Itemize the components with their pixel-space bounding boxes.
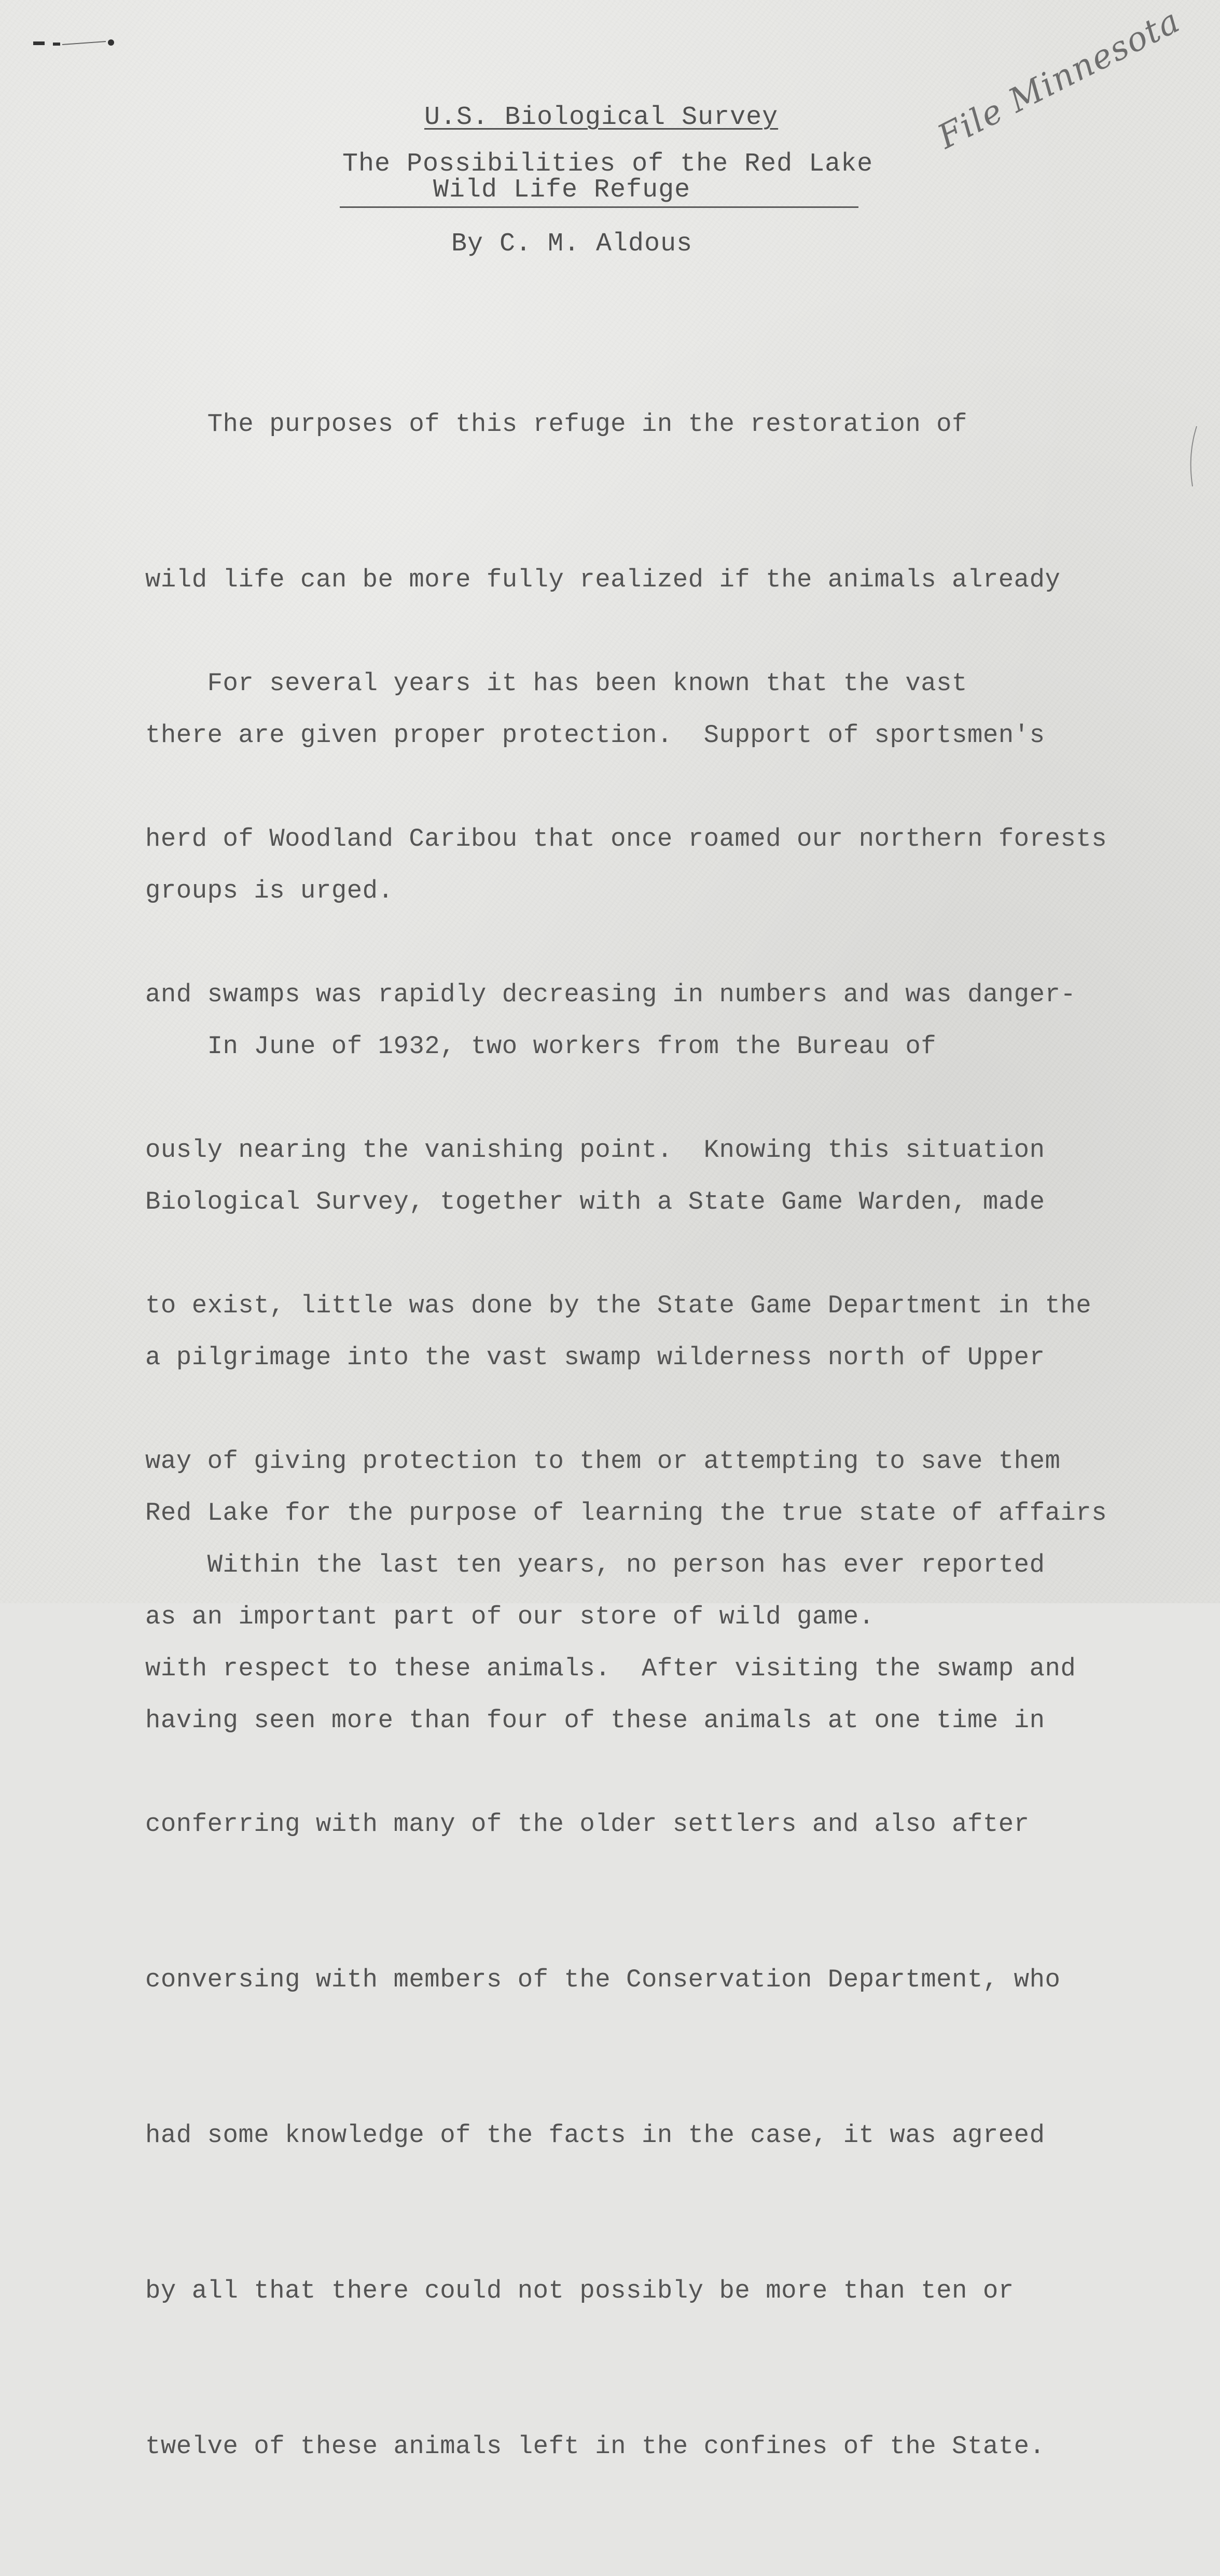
- title-underline: [340, 206, 858, 208]
- text-line: by all that there could not possibly be more than ten or: [145, 2276, 1014, 2305]
- author-byline: By C. M. Aldous: [451, 229, 693, 259]
- text-line: and swamps was rapidly decreasing in numbers and was danger-: [145, 980, 1076, 1009]
- text-line: In June of 1932, two workers from the Bureau of: [145, 1032, 937, 1061]
- text-line: way of giving protection to them or attempting to save them: [145, 1447, 1061, 1476]
- text-line: with respect to these animals. After visiting the swamp and: [145, 1654, 1076, 1683]
- text-line: twelve of these animals left in the confines of the State.: [145, 2432, 1045, 2461]
- text-line: Biological Survey, together with a State Game Warden, made: [145, 1187, 1045, 1216]
- title-line-2: Wild Life Refuge: [433, 175, 691, 205]
- text-line: a pilgrimage into the vast swamp wilderness north of Upper: [145, 1343, 1045, 1372]
- text-line: conferring with many of the older settlers and also after: [145, 1810, 1030, 1839]
- text-line: groups is urged.: [145, 876, 394, 905]
- text-line: ously nearing the vanishing point. Knowing this situation: [145, 1136, 1045, 1165]
- text-line: there are given proper protection. Support of sportsmen's: [145, 721, 1045, 750]
- title-line-1: The Possibilities of the Red Lake: [342, 149, 874, 179]
- margin-pencil-mark: [1185, 425, 1201, 487]
- text-line: wild life can be more fully realized if the animals already: [145, 565, 1061, 594]
- text-line: conversing with members of the Conservation Department, who: [145, 1965, 1061, 1994]
- corner-ink-mark: [32, 36, 120, 52]
- agency-heading: U.S. Biological Survey: [424, 103, 779, 132]
- handwritten-file-note: File Minnesota: [932, 2, 1187, 157]
- text-line: having seen more than four of these animals at one time in: [145, 1706, 1045, 1735]
- text-line: to exist, little was done by the State Game Department in the: [145, 1291, 1092, 1320]
- paragraph-sightings: [145, 1435, 1131, 1850]
- text-line: herd of Woodland Caribou that once roamed our northern forests: [145, 824, 1107, 853]
- text-line: Red Lake for the purpose of learning the true state of affairs: [145, 1499, 1107, 1528]
- text-line: Within the last ten years, no person has ever reported: [145, 1550, 1045, 1579]
- text-line: had some knowledge of the facts in the case, it was agreed: [145, 2121, 1045, 2150]
- text-line: The purposes of this refuge in the restoration of: [145, 410, 967, 439]
- text-line: as an important part of our store of wild game.: [145, 1602, 875, 1631]
- text-line: For several years it has been known that the vast: [145, 669, 967, 698]
